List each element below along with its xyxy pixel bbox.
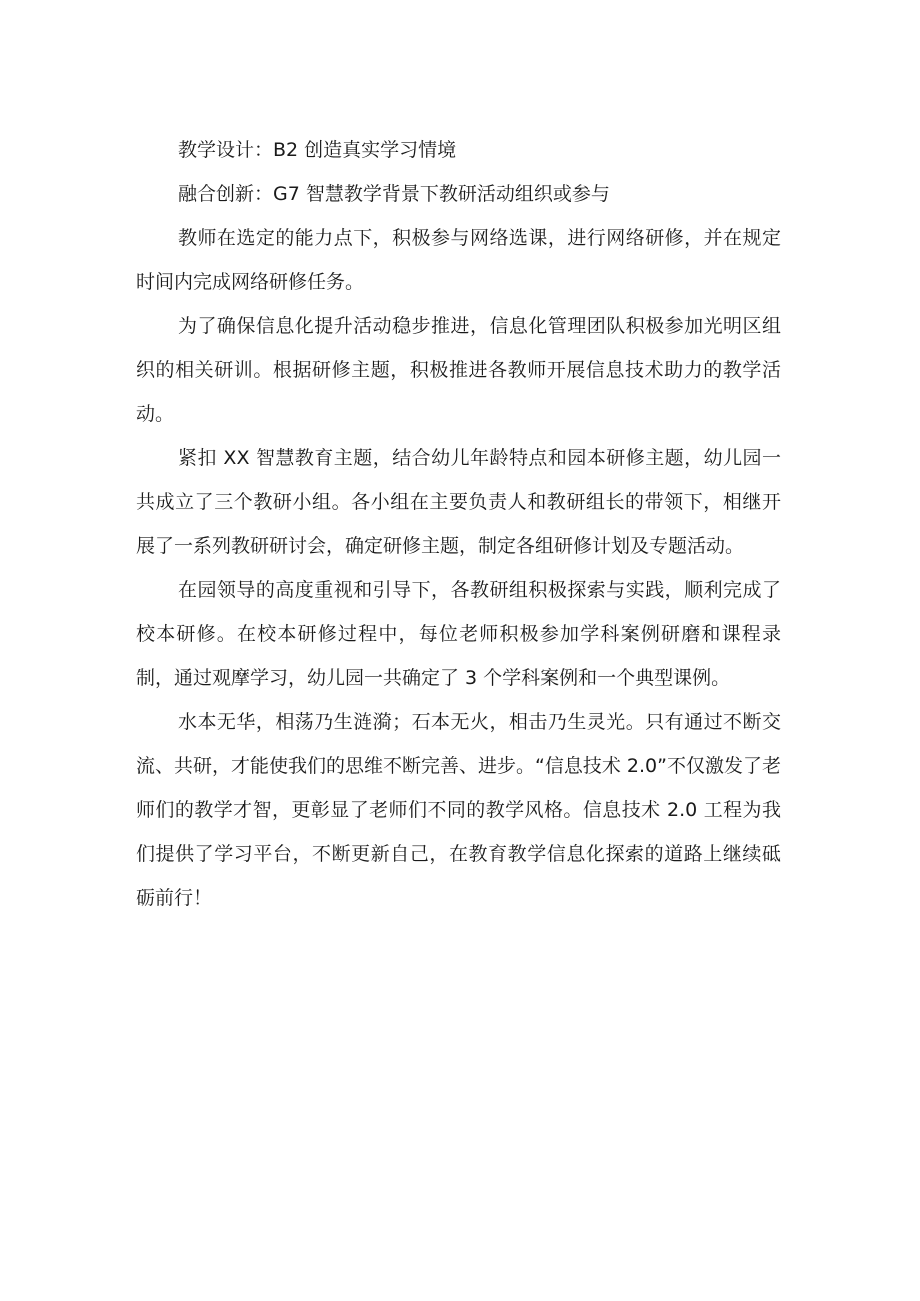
- integration-innovation-line: 融合创新：G7 智慧教学背景下教研活动组织或参与: [178, 183, 610, 205]
- paragraph-school-based-study: 在园领导的高度重视和引导下，各教研组积极探索与实践，顺利完成了校本研修。在校本研修过程中，每位老师积极参加学科案例研磨和课程录制，通过观摩学习，幼儿园一共确定了 3 个学科案例和一个典型课例。: [136, 579, 781, 689]
- paragraph-management-team: 为了确保信息化提升活动稳步推进，信息化管理团队积极参加光明区组织的相关研训。根据研修主题，积极推进各教师开展信息技术助力的教学活动。: [136, 315, 781, 425]
- paragraph-conclusion: 水本无华，相荡乃生涟漪；石本无火，相击乃生灵光。只有通过不断交流、共研，才能使我们的思维不断完善、进步。“信息技术 2.0”不仅激发了老师们的教学才智，更彰显了老师们不同的教学风格。信息技术 2.0 工程为我们提供了学习平台，不断更新自己，在教育教学信息化探索的道路上继续砥砺前行！: [136, 711, 781, 909]
- teaching-design-line: 教学设计：B2 创造真实学习情境: [178, 139, 457, 161]
- paragraph-research-groups: 紧扣 XX 智慧教育主题，结合幼儿年龄特点和园本研修主题，幼儿园一共成立了三个教研小组。各小组在主要负责人和教研组长的带领下，相继开展了一系列教研研讨会，确定研修主题，制定各组研修计划及专题活动。: [136, 447, 781, 557]
- document-body: [136, 128, 781, 920]
- paragraph-online-study: 教师在选定的能力点下，积极参与网络选课，进行网络研修，并在规定时间内完成网络研修任务。: [136, 227, 781, 293]
